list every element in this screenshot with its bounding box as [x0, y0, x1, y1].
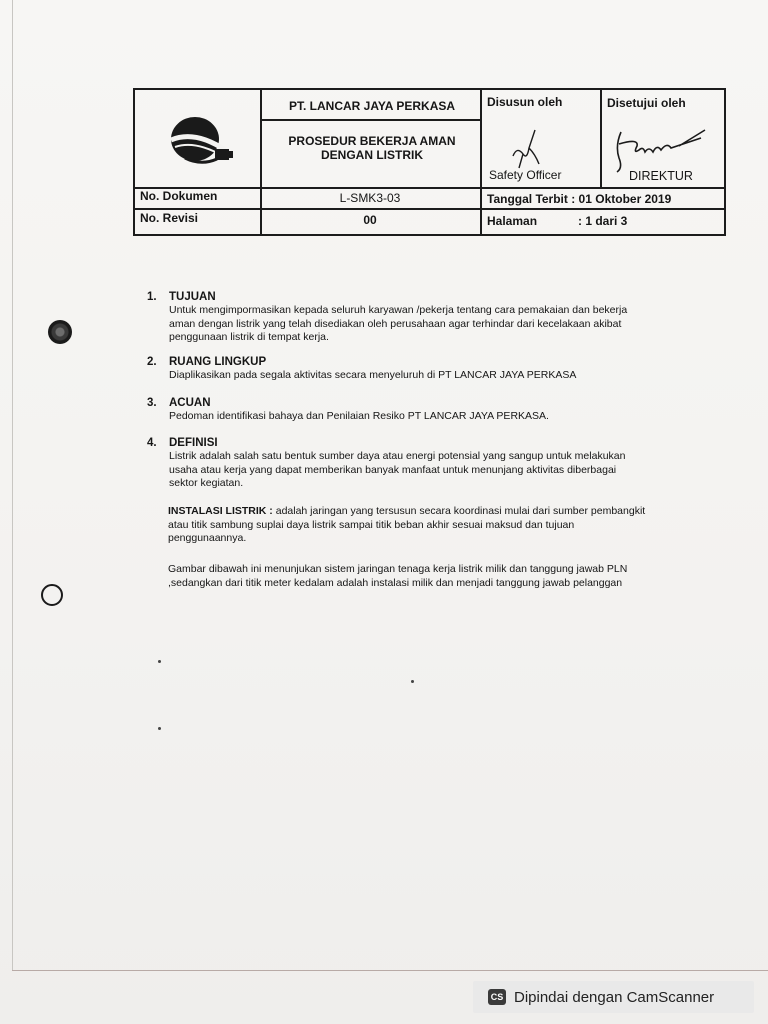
approved-by-label: Disetujui oleh	[607, 96, 686, 110]
section-body: Diaplikasikan pada segala aktivitas secara menyeluruh di PT LANCAR JAYA PERKASA	[169, 369, 577, 381]
issue-date: Tanggal Terbit : 01 Oktober 2019	[487, 192, 672, 206]
section-title: RUANG LINGKUP	[169, 356, 267, 368]
approver-signature	[609, 124, 719, 174]
revision-label: No. Revisi	[140, 211, 199, 225]
section-definisi	[147, 437, 647, 491]
camscanner-watermark	[473, 981, 754, 1013]
section-number: 2.	[147, 356, 157, 368]
instalasi-text: adalah jaringan yang tersusun secara koordinasi mulai dari sumber pembangkit atau titik sambung suplai daya listrik sampai titik beban akhir sesuai maksud dan tujuan penggunaannya.	[168, 505, 646, 544]
page-value: : 1 dari 3	[578, 214, 628, 228]
section-body: Pedoman identifikasi bahaya dan Penilaian Resiko PT LANCAR JAYA PERKASA.	[169, 410, 549, 422]
procedure-title-line2: DENGAN LISTRIK	[321, 148, 423, 162]
section-body: Untuk mengimpormasikan kepada seluruh karyawan /pekerja tentang cara pemakaian dan bekerja aman dengan listrik yang telah disediakan oleh perusahaan agar terhindar dari kecelakaan akibat penggunaan listrik di tempat kerja.	[169, 304, 628, 343]
section-number: 3.	[147, 397, 157, 409]
section-acuan	[147, 397, 647, 424]
gambar-note: Gambar dibawah ini menunjukan sistem jaringan tenaga kerja listrik milik dan tanggung jawab PLN ,sedangkan dari titik meter kedalam adalah instalasi milik dan menjadi tanggung jawab pelanggan	[168, 563, 628, 589]
section-title: DEFINISI	[169, 437, 218, 449]
revision-value: 00	[363, 213, 377, 227]
section-title: TUJUAN	[169, 291, 216, 303]
scan-edge-line	[12, 0, 13, 970]
company-logo	[165, 112, 237, 174]
section-ruang-lingkup	[147, 356, 647, 383]
section-number: 4.	[147, 437, 157, 449]
procedure-title-line1: PROSEDUR BEKERJA AMAN	[288, 134, 456, 148]
instalasi-listrik-definition	[168, 505, 648, 546]
section-number: 1.	[147, 291, 157, 303]
preparer-role: Safety Officer	[489, 168, 562, 182]
instalasi-term: INSTALASI LISTRIK :	[168, 505, 273, 517]
preparer-signature	[505, 124, 555, 174]
punch-hole	[48, 320, 72, 344]
camscanner-icon: CS	[488, 989, 506, 1005]
company-name: PT. LANCAR JAYA PERKASA	[289, 99, 456, 113]
scan-speck	[158, 727, 161, 730]
document-header-table	[133, 88, 726, 236]
scan-speck	[411, 680, 414, 683]
punch-hole	[41, 584, 63, 606]
scan-bottom-line	[12, 970, 768, 971]
scan-speck	[158, 660, 161, 663]
prepared-by-label: Disusun oleh	[487, 95, 563, 109]
doc-number-value: L-SMK3-03	[339, 191, 401, 205]
section-title: ACUAN	[169, 397, 211, 409]
doc-number-label: No. Dokumen	[140, 189, 218, 203]
section-body: Listrik adalah salah satu bentuk sumber daya atau energi potensial yang sangup untuk melakukan usaha atau kerja yang dapat memberikan banyak manfaat untuk menunjang aktivitas diberbagai sektor kegiatan.	[169, 450, 626, 489]
section-tujuan	[147, 291, 647, 345]
page-label: Halaman	[487, 214, 538, 228]
approver-role: DIREKTUR	[629, 169, 693, 183]
camscanner-text: Dipindai dengan CamScanner	[514, 988, 715, 1006]
